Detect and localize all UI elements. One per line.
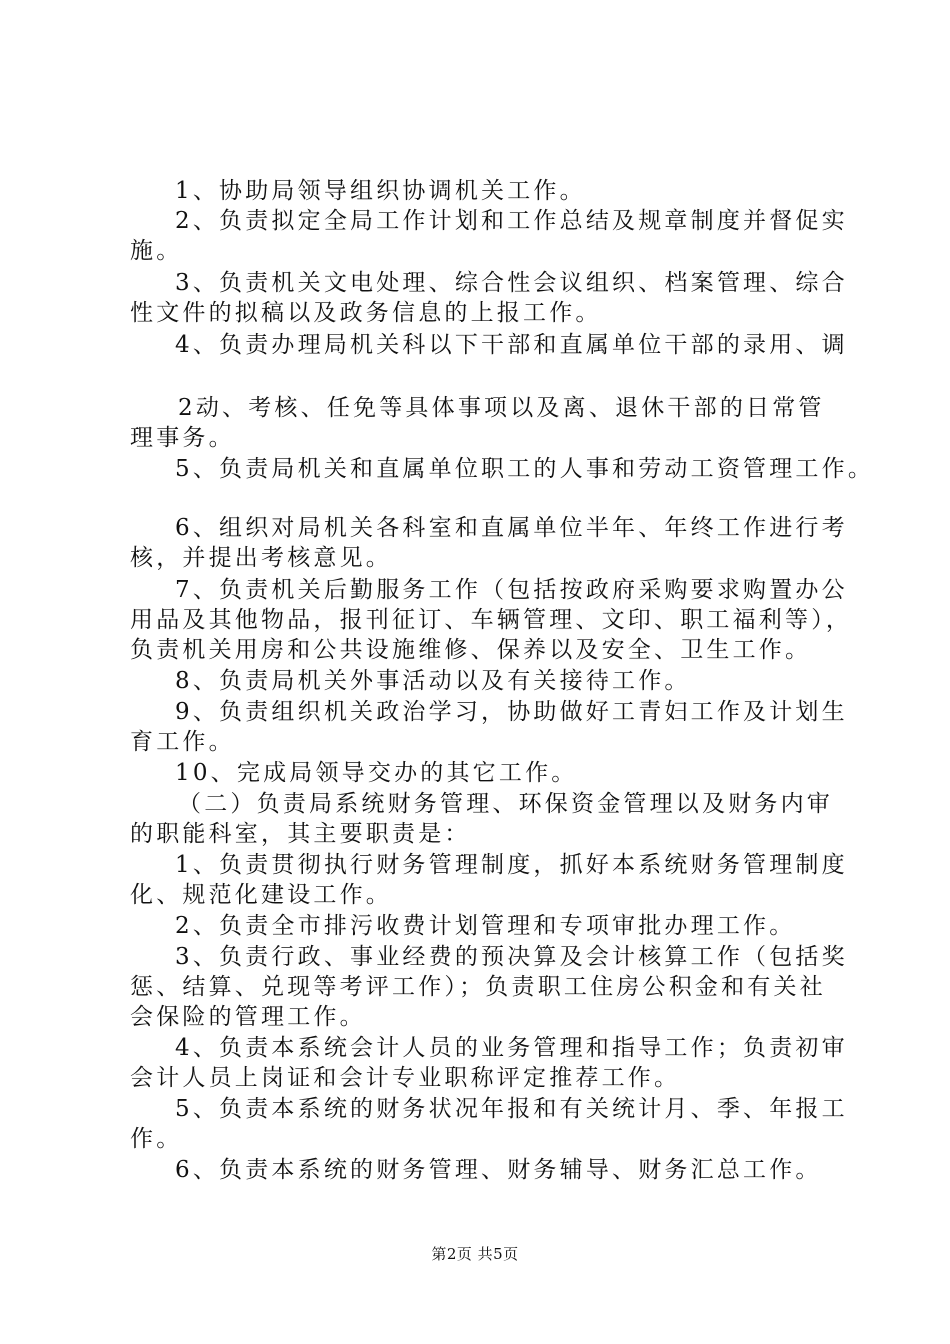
paragraph-line: 3、负责机关文电处理、综合性会议组织、档案管理、综合 [175, 270, 848, 296]
paragraph-line: 会保险的管理工作。 [130, 1004, 366, 1030]
paragraph-line: 1、协助局领导组织协调机关工作。 [175, 178, 586, 204]
paragraph-line: 理事务。 [130, 425, 235, 451]
paragraph-line: 施。 [130, 238, 183, 264]
paragraph-line: 7、负责机关后勤服务工作（包括按政府采购要求购置办公 [175, 577, 848, 603]
paragraph-line: 6、负责本系统的财务管理、财务辅导、财务汇总工作。 [175, 1157, 822, 1183]
paragraph-line: 5、负责本系统的财务状况年报和有关统计月、季、年报工 [175, 1096, 848, 1122]
paragraph-line: 4、负责办理局机关科以下干部和直属单位干部的录用、调 [175, 332, 848, 358]
paragraph-line: 负责机关用房和公共设施维修、保养以及安全、卫生工作。 [130, 637, 812, 663]
paragraph-line: 2动、考核、任免等具体事项以及离、退休干部的日常管 [178, 395, 825, 421]
paragraph-line: 5、负责局机关和直属单位职工的人事和劳动工资管理工作。 [175, 456, 875, 482]
paragraph-line: 育工作。 [130, 729, 235, 755]
paragraph-line: 核，并提出考核意见。 [130, 545, 392, 571]
paragraph-line: 1、负责贯彻执行财务管理制度，抓好本系统财务管理制度 [175, 852, 848, 878]
paragraph-line: 4、负责本系统会计人员的业务管理和指导工作；负责初审 [175, 1035, 848, 1061]
paragraph-line: 惩、结算、兑现等考评工作）；负责职工住房公积金和有关社 [130, 974, 826, 1000]
paragraph-line: 8、负责局机关外事活动以及有关接待工作。 [175, 668, 691, 694]
paragraph-line: 用品及其他物品，报刊征订、车辆管理、文印、职工福利等）， [130, 607, 853, 633]
paragraph-line: 作。 [130, 1126, 183, 1152]
paragraph-line: 3、负责行政、事业经费的预决算及会计核算工作（包括奖 [175, 944, 848, 970]
paragraph-line: （二）负责局系统财务管理、环保资金管理以及财务内审 [178, 791, 833, 817]
paragraph-line: 2、负责全市排污收费计划管理和专项审批办理工作。 [175, 913, 796, 939]
paragraph-line: 9、负责组织机关政治学习，协助做好工青妇工作及计划生 [175, 699, 848, 725]
paragraph-line: 6、组织对局机关各科室和直属单位半年、年终工作进行考 [175, 515, 848, 541]
paragraph-line: 的职能科室，其主要职责是： [130, 821, 471, 847]
paragraph-line: 10、完成局领导交办的其它工作。 [175, 760, 578, 786]
paragraph-line: 会计人员上岗证和会计专业职称评定推荐工作。 [130, 1065, 681, 1091]
paragraph-line: 化、规范化建设工作。 [130, 882, 392, 908]
paragraph-line: 性文件的拟稿以及政务信息的上报工作。 [130, 300, 602, 326]
page-number-footer: 第2页 共5页 [431, 1245, 519, 1263]
paragraph-line: 2、负责拟定全局工作计划和工作总结及规章制度并督促实 [175, 208, 848, 234]
